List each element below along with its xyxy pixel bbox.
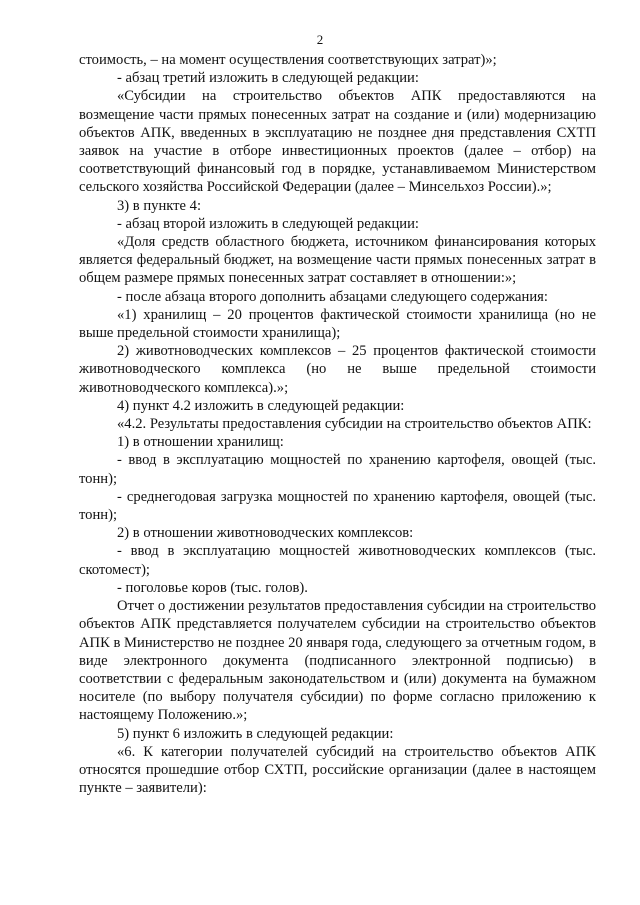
paragraph-11: «4.2. Результаты предоставления субсидии на строительство объектов АПК: xyxy=(117,416,592,433)
paragraph-5: - абзац второй изложить в следующей редакции: xyxy=(117,215,419,232)
paragraph-18: Отчет о достижении результатов предоставления субсидии на строительство объектов АПК представляется получателем субсидии на строительство объектов АПК в Министерство не позднее 20 января года, следующего за отчетным годом, в виде электронного документа (подписанного электронной подписью) в соответствии с федеральным законодательством и (или) документа на бумажном носителе (по выбору получателя субсидии) по форме согласно приложению к настоящему Положению.»; xyxy=(79,598,596,724)
document-body xyxy=(79,51,596,797)
paragraph-17: - поголовье коров (тыс. голов). xyxy=(117,579,308,596)
paragraph-10: 4) пункт 4.2 изложить в следующей редакции: xyxy=(117,397,405,414)
paragraph-6: «Доля средств областного бюджета, источником финансирования которых является федеральный бюджет, на возмещение части прямых понесенных затрат в общем размере прямых понесенных затрат составляет в отношении:»; xyxy=(79,234,596,287)
paragraph-1: стоимость, – на момент осуществления соответствующих затрат)»; xyxy=(79,52,497,68)
paragraph-3: «Субсидии на строительство объектов АПК предоставляются на возмещение части прямых понесенных затрат на создание и (или) модернизацию объектов АПК, введенных в эксплуатацию не позднее дня представления СХТП заявок на участие в отборе инвестиционных проектов (далее – отбор) на соответствующий финансовый год в порядке, устанавливаемом Министерством сельского хозяйства Российской Федерации (далее – Минсельхоз России).»; xyxy=(79,88,596,196)
paragraph-15: 2) в отношении животноводческих комплексов: xyxy=(117,525,414,542)
paragraph-13: - ввод в эксплуатацию мощностей по хранению картофеля, овощей (тыс. тонн); xyxy=(79,452,596,487)
paragraph-16: - ввод в эксплуатацию мощностей животноводческих комплексов (тыс. скотомест); xyxy=(79,543,596,578)
paragraph-12: 1) в отношении хранилищ: xyxy=(117,434,284,451)
paragraph-4: 3) в пункте 4: xyxy=(117,197,202,214)
paragraph-2: - абзац третий изложить в следующей редакции: xyxy=(117,70,419,87)
paragraph-19: 5) пункт 6 изложить в следующей редакции: xyxy=(117,725,394,742)
paragraph-14: - среднегодовая загрузка мощностей по хранению картофеля, овощей (тыс. тонн); xyxy=(79,488,596,524)
paragraph-9: 2) животноводческих комплексов – 25 процентов фактической стоимости животноводческого комплекса (но не выше предельной стоимости животноводческого комплекса).»; xyxy=(79,343,596,396)
paragraph-8: «1) хранилищ – 20 процентов фактической стоимости хранилища (но не выше предельной стоимости хранилища); xyxy=(79,306,596,342)
page-number: 2 xyxy=(316,32,324,47)
paragraph-20: «6. К категории получателей субсидий на строительство объектов АПК относятся прошедшие отбор СХТП, российские организации (далее в настоящем пункте – заявители): xyxy=(79,743,596,797)
paragraph-7: - после абзаца второго дополнить абзацами следующего содержания: xyxy=(117,288,548,305)
